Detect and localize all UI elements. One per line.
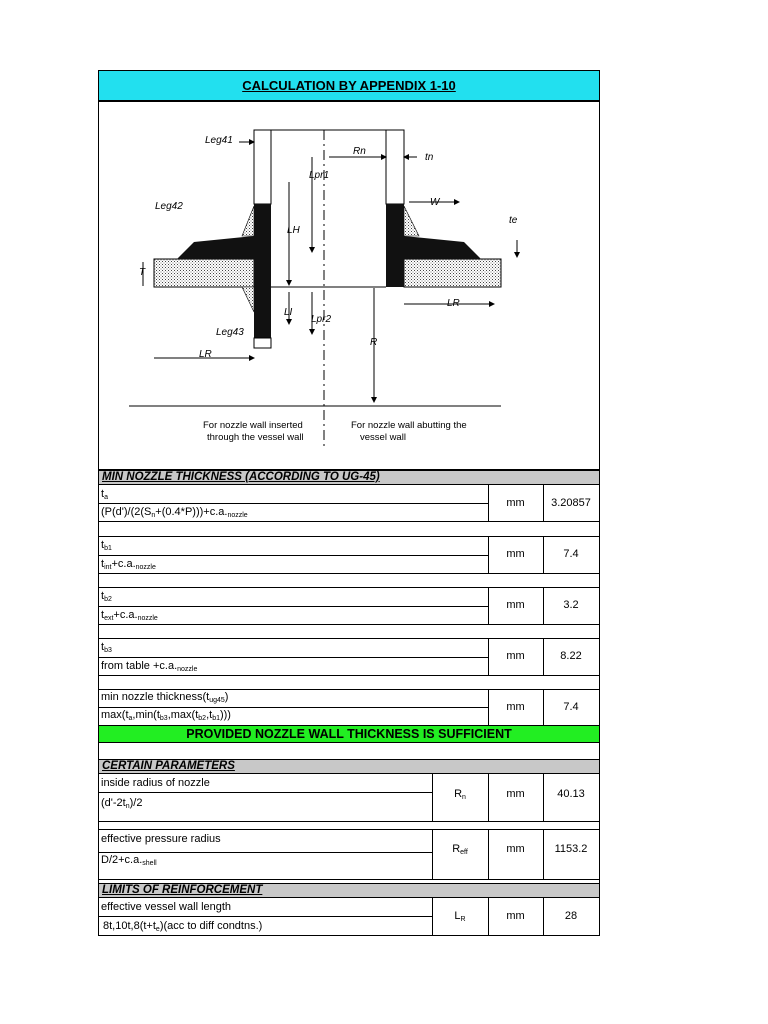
lr-formula: $8t,10t,8(t+t_e)(acc$ to diff condtns.) — [103, 920, 263, 933]
tb2-value: 3.2 — [563, 599, 579, 611]
ta-formula: ($P(d')/(2(S_n+(0.4*P)))+c.a._{nozzle}$ — [101, 506, 248, 519]
tb3-formula: from table $+c.a._{nozzle}$ — [101, 660, 198, 673]
sheet-title: CALCULATION BY APPENDIX 1-10 — [99, 71, 599, 102]
tb2-formula: $t_{ext}+c.a._{nozzle}$ — [101, 609, 158, 622]
tb2-unit: mm — [506, 599, 525, 611]
min-thickness-unit: mm — [506, 701, 525, 713]
label-rn: Rn — [353, 146, 366, 157]
ta-unit: mm — [506, 497, 525, 509]
fillet-weld — [242, 206, 254, 236]
tb1-value: 7.4 — [563, 548, 579, 560]
label-lpr2: Lpr2 — [311, 314, 332, 325]
reff-value: 1153.2 — [554, 843, 588, 855]
min-thickness-formula: $\max(t_a,\min(t_{b3},\max(t_{b2},t_{b1})))$ — [101, 709, 231, 722]
reinforcing-pad — [177, 236, 254, 259]
min-thickness-value: 7.4 — [563, 701, 579, 713]
reinforcing-pad — [404, 236, 481, 259]
reff-formula: $D/2+c.a._{shell}$ — [101, 854, 157, 867]
nozzle-wall-left — [254, 204, 271, 338]
label-tn: tn — [425, 152, 434, 163]
tb3-value: 8.22 — [560, 650, 582, 662]
label-lpr1: Lpr1 — [309, 170, 330, 181]
caption-inserted-1: For nozzle wall inserted — [203, 420, 303, 431]
caption-abutting-2: vessel wall — [360, 432, 406, 443]
caption-inserted-2: through the vessel wall — [207, 432, 304, 443]
rn-label: inside radius of nozzle — [101, 777, 210, 789]
reff-unit: mm — [506, 843, 525, 855]
min-thickness-label: min nozzle $thickness(t_{ug45})$ — [101, 691, 229, 704]
fillet-weld — [404, 206, 419, 236]
tb1-unit: mm — [506, 548, 525, 560]
label-lr-left: LR — [199, 349, 212, 360]
label-te: te — [509, 215, 518, 226]
section-header-limits: LIMITS OF REINFORCEMENT — [99, 883, 599, 898]
reff-label: effective pressure radius — [101, 833, 221, 845]
tb2-symbol: $t_{b2}$ — [101, 590, 112, 603]
rn-formula: $(d'-2t_n)/2$ — [101, 797, 143, 810]
rn-value: 40.13 — [557, 788, 585, 800]
label-w: W — [430, 197, 440, 208]
label-lh: LH — [287, 225, 300, 236]
tb1-symbol: $t_{b1}$ — [101, 539, 112, 552]
tb1-formula: $t_{int}+c.a._{nozzle}$ — [101, 558, 156, 571]
rn-symbol: $R_n$ — [454, 788, 466, 801]
section-header-min-thickness: MIN NOZZLE THICKNESS (ACCORDING TO UG-45) — [99, 470, 599, 485]
tb3-symbol: $t_{b3}$ — [101, 641, 112, 654]
reff-symbol: $R_{eff}$ — [452, 843, 468, 856]
lr-symbol: $L_R$ — [454, 910, 466, 923]
label-r: R — [370, 337, 378, 348]
vessel-shell — [404, 259, 501, 287]
lr-value: 28 — [564, 910, 578, 922]
label-leg42: Leg42 — [155, 201, 183, 212]
lr-label: effective vessel wall length — [101, 901, 232, 913]
caption-abutting-1: For nozzle wall abutting the — [351, 420, 467, 431]
nozzle-cross-section-drawing — [99, 102, 599, 470]
label-li: LI — [284, 307, 293, 318]
ta-value: 3.20857 — [551, 497, 591, 509]
label-t: T — [139, 267, 146, 278]
tb3-unit: mm — [506, 650, 525, 662]
nozzle-wall-right — [386, 204, 404, 287]
calculation-sheet — [98, 70, 600, 936]
nozzle-wall-right-upper — [386, 130, 404, 204]
nozzle-diagram — [99, 102, 599, 470]
nozzle-wall-left-upper — [254, 130, 271, 204]
lr-unit: mm — [506, 910, 525, 922]
label-leg41: Leg41 — [205, 135, 233, 146]
status-banner: PROVIDED NOZZLE WALL THICKNESS IS SUFFICIENT — [99, 725, 599, 743]
label-lr-right: LR — [447, 298, 460, 309]
vessel-shell — [154, 259, 254, 287]
nozzle-wall-left-lower — [254, 338, 271, 348]
label-leg43: Leg43 — [216, 327, 244, 338]
rn-unit: mm — [506, 788, 525, 800]
fillet-weld — [242, 287, 254, 312]
ta-symbol: $t_a$ — [101, 488, 108, 501]
section-header-certain-parameters: CERTAIN PARAMETERS — [99, 759, 599, 774]
